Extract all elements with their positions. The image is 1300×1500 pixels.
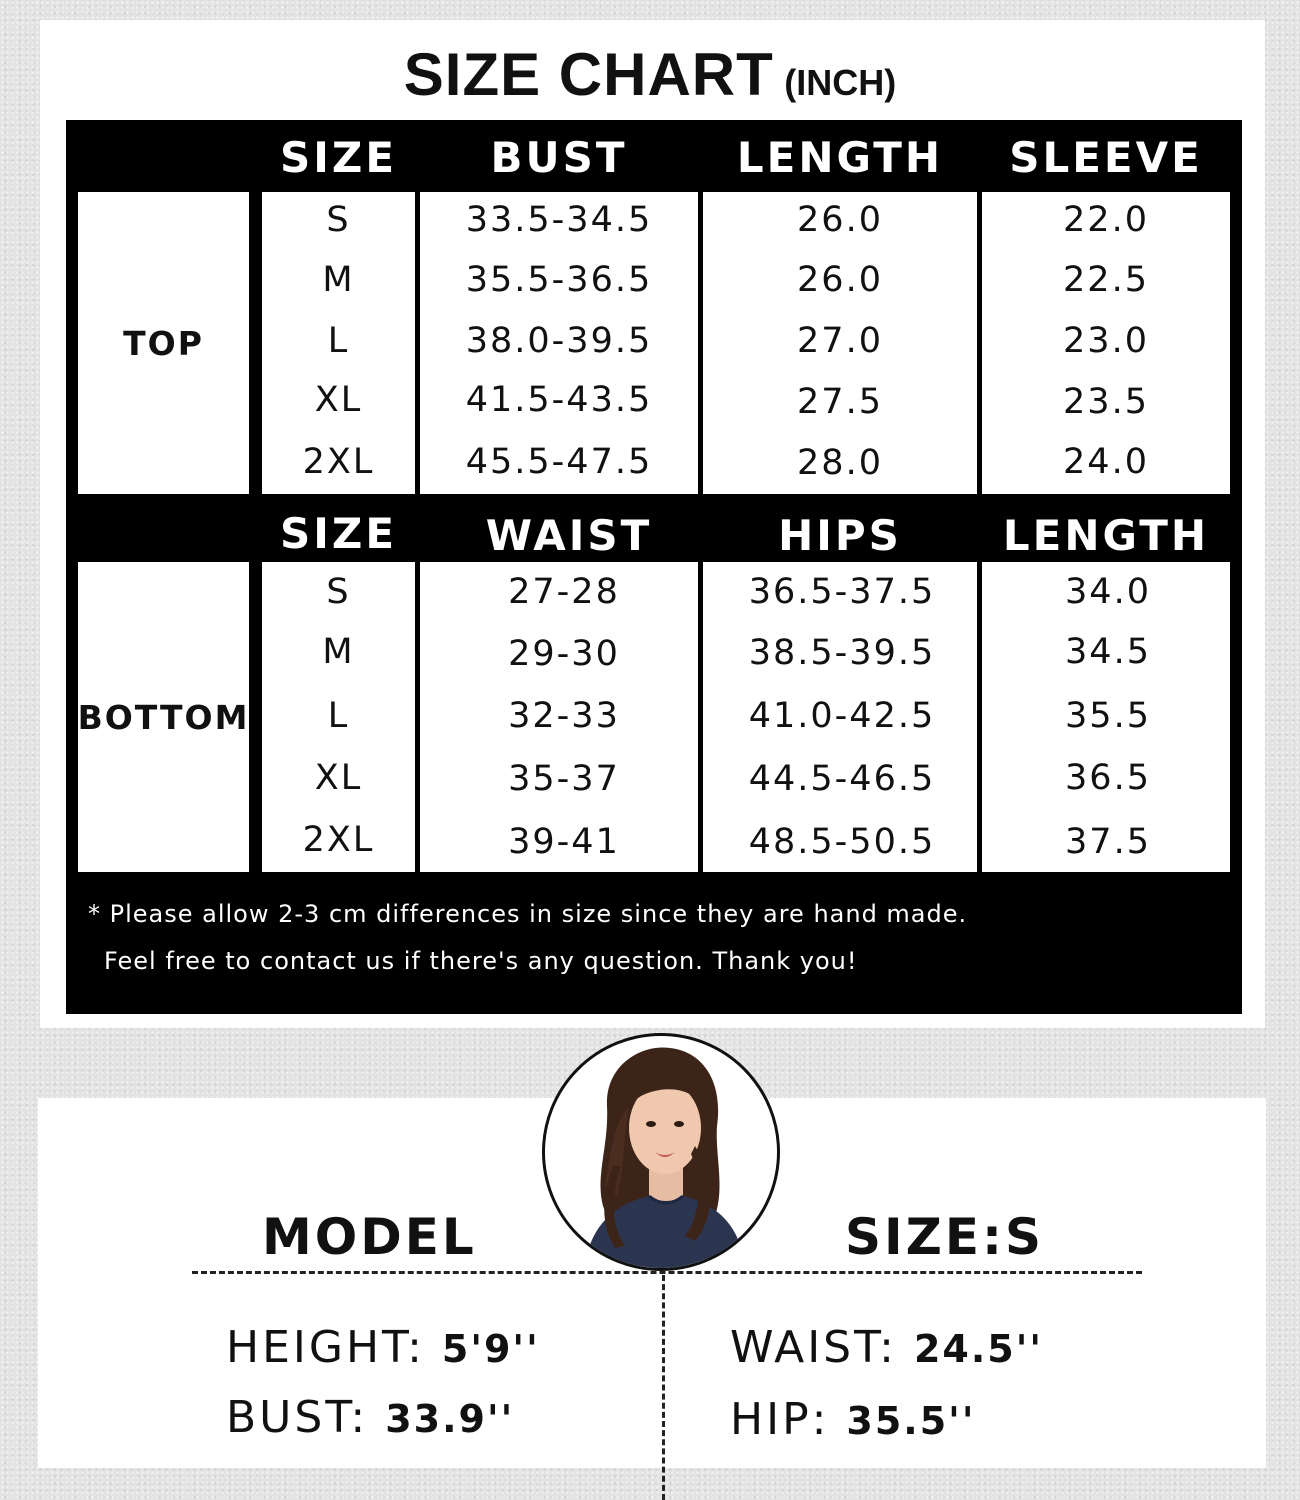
top-length-2xl: 28.0 [797,443,883,483]
top-size-s: S [326,200,351,240]
note-line-2: Feel free to contact us if there's any question. Thank you! [104,947,858,975]
bottom-size-l: L [327,696,350,736]
model-photo [542,1033,780,1271]
top-length-m: 26.0 [797,260,883,300]
top-sleeve-2xl: 24.0 [1063,442,1149,482]
model-waist-label: WAIST: [730,1322,897,1373]
top-bust-2xl: 45.5-47.5 [465,442,653,482]
top-sleeve-m: 22.5 [1063,260,1149,300]
model-height [226,1322,540,1373]
model-height-value: 5'9'' [441,1327,540,1371]
bottom-length-l: 35.5 [1065,696,1151,736]
top-length-l: 27.0 [797,321,883,361]
bottom-waist-m: 29-30 [508,634,620,674]
bottom-header-size: SIZE [279,508,398,558]
bottom-header-length: LENGTH [1002,510,1210,560]
top-size-l: L [327,321,350,361]
bottom-section-label: BOTTOM [77,697,250,737]
note-line-1: * Please allow 2-3 cm differences in size since they are hand made. [88,900,968,928]
bottom-size-s: S [326,572,351,612]
top-header-bust: BUST [490,132,628,182]
model-label: MODEL [262,1208,477,1266]
model-height-label: HEIGHT: [226,1322,425,1373]
model-size-label: SIZE:S [845,1208,1045,1266]
model-waist [730,1322,1043,1373]
bottom-length-s: 34.0 [1065,572,1151,612]
model-hip-label: HIP: [730,1394,830,1445]
bottom-size-m: M [322,632,355,672]
model-waist-value: 24.5'' [913,1327,1044,1371]
top-sleeve-s: 22.0 [1063,200,1149,240]
bottom-hips-l: 41.0-42.5 [748,696,936,736]
bottom-size-2xl: 2XL [302,820,375,860]
model-bust [226,1392,514,1443]
top-bust-m: 35.5-36.5 [465,260,653,300]
top-section-label: TOP [123,323,204,363]
top-sleeve-l: 23.0 [1063,321,1149,361]
chart-title-main: SIZE CHART [403,41,774,108]
top-size-m: M [322,260,355,300]
model-hip [730,1394,975,1445]
chart-title-unit: (INCH) [784,62,897,103]
top-size-xl: XL [314,380,363,420]
model-divider-vertical [662,1275,665,1500]
model-photo-illustration [545,1036,777,1268]
bottom-hips-2xl: 48.5-50.5 [748,822,936,862]
top-length-xl: 27.5 [797,382,883,422]
top-sleeve-xl: 23.5 [1063,382,1149,422]
bottom-hips-s: 36.5-37.5 [748,572,936,612]
top-header-length: LENGTH [736,132,944,182]
top-header-size: SIZE [279,132,398,182]
chart-title [0,40,1300,109]
top-size-2xl: 2XL [302,442,375,482]
bottom-hips-xl: 44.5-46.5 [748,759,936,799]
bottom-header-hips: HIPS [778,510,902,560]
top-header-sleeve: SLEEVE [1009,132,1203,182]
bottom-length-m: 34.5 [1065,632,1151,672]
bottom-waist-l: 32-33 [508,696,620,736]
bottom-hips-m: 38.5-39.5 [748,633,936,673]
top-length-s: 26.0 [797,200,883,240]
bottom-waist-2xl: 39-41 [508,822,620,862]
bottom-length-2xl: 37.5 [1065,822,1151,862]
model-bust-label: BUST: [226,1392,369,1443]
model-divider-horizontal [192,1271,1142,1274]
bottom-waist-xl: 35-37 [508,759,620,799]
bottom-waist-s: 27-28 [508,572,620,612]
bottom-size-xl: XL [314,758,363,798]
model-bust-value: 33.9'' [385,1397,515,1441]
top-bust-l: 38.0-39.5 [465,321,653,361]
top-bust-xl: 41.5-43.5 [465,380,653,420]
bottom-length-xl: 36.5 [1065,758,1151,798]
model-hip-value: 35.5'' [846,1399,976,1443]
bottom-header-waist: WAIST [485,510,653,560]
top-bust-s: 33.5-34.5 [465,200,653,240]
